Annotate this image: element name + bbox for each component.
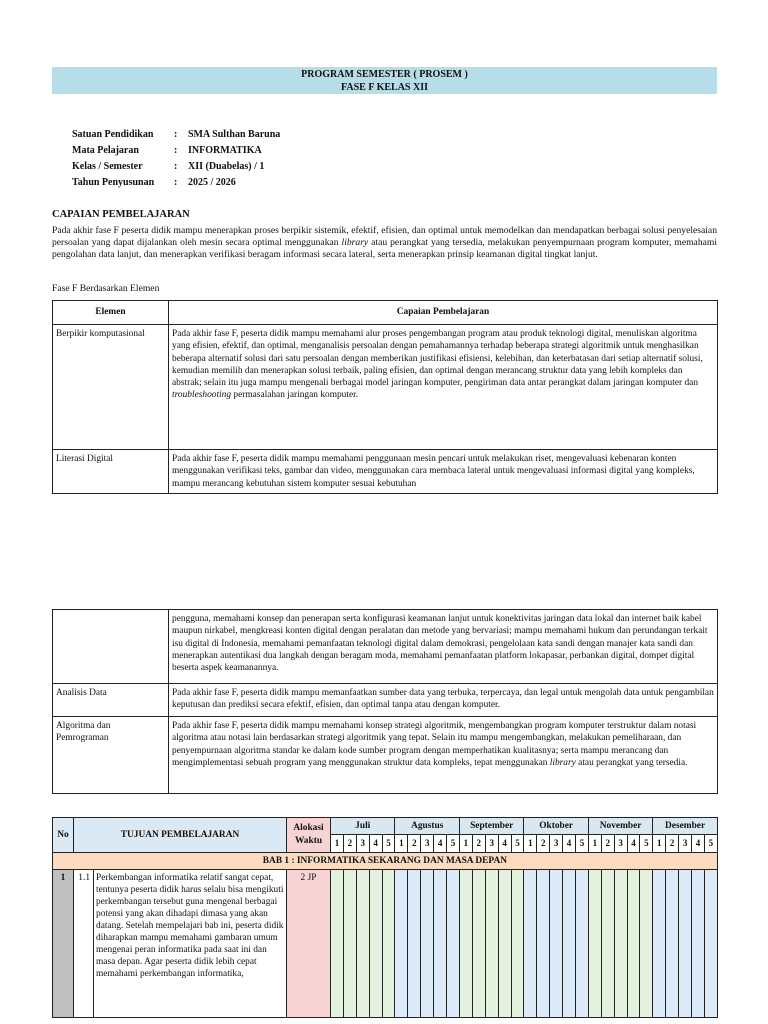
week-number: 4 [498, 835, 511, 853]
schedule-cell[interactable] [511, 870, 524, 1018]
identity-separator: : [174, 161, 178, 172]
elemen-desc: Pada akhir fase F, peserta didik mampu memanfaatkan sumber data yang terbuka, terpercaya, dan legal untuk mengolah data untuk pengambilan keputusan dan prediksi secara efektif, efisien, dan optimal tanpa atau dengan komputer. [169, 684, 718, 717]
identity-row [72, 160, 280, 176]
elemen-desc-italic: troubleshooting [172, 390, 232, 401]
week-number: 1 [331, 835, 344, 853]
prosem-table [52, 817, 718, 1018]
plan-row [53, 870, 718, 1018]
identity-separator: : [174, 145, 178, 156]
capaian-subtitle: Fase F Berdasarkan Elemen [52, 283, 160, 294]
week-number: 2 [601, 835, 614, 853]
week-number: 3 [550, 835, 563, 853]
header-title: PROGRAM SEMESTER ( PROSEM ) [301, 69, 468, 80]
week-number: 3 [356, 835, 369, 853]
col-capaian: Capaian Pembelajaran [169, 301, 718, 325]
col-elemen: Elemen [53, 301, 169, 325]
identity-block [72, 128, 280, 192]
elemen-desc: Pada akhir fase F, peserta didik mampu memahami penggunaan mesin pencari untuk melakukan riset, mengevaluasi kebenaran konten menggunakan verifikasi teks, gambar dan video, menggunakan cara membaca lateral untuk mengevaluasi informasi digital yang kompleks, mampu merancang kebutuhan sistem komputer sesuai kebutuhan [169, 450, 718, 494]
schedule-cell[interactable] [588, 870, 601, 1018]
schedule-cell[interactable] [679, 870, 692, 1018]
week-number: 2 [472, 835, 485, 853]
schedule-cell[interactable] [704, 870, 717, 1018]
elemen-desc-a: Pada akhir fase F, peserta didik mampu memahami konsep strategi algoritmik, mengembangkan program komputer terstruktur dalam notasi algoritma atau notasi lain berdasarkan strategi algoritmik yang tepat. Selain itu mampu mengembangkan, melakukan pemeliharaan, dan penyempurnaan algoritma standar ke dalam kode sumber program dengan memperhatikan kualitasnya; serta mampu merancang dan mengimplementasi sebuah program yang menggunakan struktur data kompleks, tepat menggunakan [172, 721, 697, 768]
identity-separator: : [174, 129, 178, 140]
week-number: 2 [666, 835, 679, 853]
week-number: 3 [679, 835, 692, 853]
week-number: 1 [524, 835, 537, 853]
elemen-desc: pengguna, memahami konsep dan penerapan serta konfigurasi keamanan lanjut untuk konektivitas jaringan data lokal dan internet baik kabel maupun nirkabel, mengkreasi konten digital dengan peralatan dan metode yang bervariasi; mampu memahami hukum dan perundangan terkait isu digital di Indonesia, memahami pemanfaatan teknologi digital dalam demokrasi, pengelolaan kata sandi dengan manajer kata sandi dan menerapkan autentikasi dua langkah dengan beragam moda, memahami pemanfaatan platform lokapasar, perbankan digital, dompet digital beserta aspek keamanannya. [169, 610, 718, 684]
schedule-cell[interactable] [563, 870, 576, 1018]
schedule-cell[interactable] [408, 870, 421, 1018]
schedule-cell[interactable] [614, 870, 627, 1018]
elemen-name-empty [53, 610, 169, 684]
week-number: 2 [537, 835, 550, 853]
schedule-cell[interactable] [550, 870, 563, 1018]
month-header: November [588, 818, 652, 835]
schedule-cell[interactable] [601, 870, 614, 1018]
week-number: 5 [640, 835, 653, 853]
bab-row [53, 853, 718, 870]
week-number: 4 [627, 835, 640, 853]
month-header: Agustus [395, 818, 459, 835]
capaian-text-b: atau perangkat yang tersedia, melakukan penyempurnaan program komputer, memahami pengolahan data lanjut, dan menerapkan verifikasi beragam informasi secara lateral, serta menerapkan prinsip keamanan digital tingkat lanjut. [52, 237, 717, 261]
week-number: 1 [459, 835, 472, 853]
month-header: Juli [331, 818, 395, 835]
week-number: 3 [485, 835, 498, 853]
schedule-cell[interactable] [537, 870, 550, 1018]
schedule-cell[interactable] [421, 870, 434, 1018]
elemen-table [52, 300, 718, 494]
identity-label: Kelas / Semester [72, 161, 143, 172]
schedule-cell[interactable] [369, 870, 382, 1018]
elemen-name: Analisis Data [53, 684, 169, 717]
identity-row [72, 144, 280, 160]
elemen-row [53, 325, 718, 450]
schedule-cell[interactable] [382, 870, 395, 1018]
identity-value: 2025 / 2026 [188, 177, 236, 188]
identity-row [72, 176, 280, 192]
row-number: 1 [53, 870, 74, 1018]
identity-label: Tahun Penyusunan [72, 177, 155, 188]
elemen-desc [169, 717, 718, 794]
schedule-cell[interactable] [575, 870, 588, 1018]
identity-row [72, 128, 280, 144]
elemen-row [53, 450, 718, 494]
col-tujuan: TUJUAN PEMBELAJARAN [74, 818, 287, 853]
schedule-cell[interactable] [485, 870, 498, 1018]
elemen-desc-b: atau perangkat yang tersedia. [575, 757, 688, 768]
week-number: 5 [575, 835, 588, 853]
elemen-name: Berpikir komputasional [53, 325, 169, 450]
week-number: 5 [447, 835, 460, 853]
schedule-cell[interactable] [627, 870, 640, 1018]
elemen-row [53, 684, 718, 717]
schedule-cell[interactable] [472, 870, 485, 1018]
week-number: 3 [421, 835, 434, 853]
plan-month-row [53, 818, 718, 835]
identity-value: INFORMATIKA [188, 145, 262, 156]
identity-value: SMA Sulthan Baruna [188, 129, 281, 140]
elemen-row [53, 610, 718, 684]
week-number: 5 [704, 835, 717, 853]
identity-separator: : [174, 177, 178, 188]
elemen-name: Algoritma dan Pemrograman [53, 717, 169, 794]
month-header: September [459, 818, 523, 835]
week-number: 1 [395, 835, 408, 853]
capaian-title: CAPAIAN PEMBELAJARAN [52, 209, 190, 220]
identity-label: Mata Pelajaran [72, 145, 139, 156]
schedule-cell[interactable] [640, 870, 653, 1018]
month-header: Desember [653, 818, 717, 835]
week-number: 1 [588, 835, 601, 853]
week-number: 4 [369, 835, 382, 853]
elemen-row [53, 717, 718, 794]
schedule-cell[interactable] [498, 870, 511, 1018]
identity-label: Satuan Pendidikan [72, 129, 154, 140]
identity-value: XII (Duabelas) / 1 [188, 161, 265, 172]
schedule-cell[interactable] [447, 870, 460, 1018]
week-number: 5 [511, 835, 524, 853]
week-number: 4 [692, 835, 705, 853]
schedule-cell[interactable] [692, 870, 705, 1018]
month-header: Oktober [524, 818, 588, 835]
week-number: 3 [614, 835, 627, 853]
elemen-desc-b: permasalahan jaringan komputer. [231, 390, 359, 401]
schedule-cell[interactable] [343, 870, 356, 1018]
schedule-cell[interactable] [666, 870, 679, 1018]
week-number: 2 [343, 835, 356, 853]
schedule-cell[interactable] [356, 870, 369, 1018]
elemen-name: Literasi Digital [53, 450, 169, 494]
schedule-cell[interactable] [331, 870, 344, 1018]
schedule-cell[interactable] [395, 870, 408, 1018]
elemen-desc [169, 325, 718, 450]
week-number: 4 [563, 835, 576, 853]
capaian-paragraph [52, 225, 717, 262]
row-alokasi: 2 JP [287, 870, 331, 1018]
schedule-cell[interactable] [459, 870, 472, 1018]
row-tujuan-text: Perkembangan informatika relatif sangat cepat, tentunya peserta didik harus selalu bisa mengikuti perkembangan tersebut guna mengenal berbagai potensi yang akan dihadapi dimasa yang akan datang. Setelah mempelajari bab ini, peserta didik diharapkan mampu memahami gambaran umum mengenai peran informatika pada saat ini dan masa depan. Agar peserta didik lebih cepat memahami perkembangan informatika, [94, 870, 287, 1018]
capaian-text-italic: library [341, 237, 369, 249]
week-number: 4 [434, 835, 447, 853]
col-alokasi: Alokasi Waktu [287, 818, 331, 853]
elemen-table-continued [52, 609, 718, 794]
capaian-text-a: Pada akhir fase F peserta didik mampu menerapkan proses berpikir sistemik, efektif, efisien, dan optimal untuk memodelkan dan mendapatkan berbagai solusi penyelesaian persoalan yang dapat dijalankan oleh mesin secara optimal menggunakan [52, 225, 717, 249]
col-no: No [53, 818, 74, 853]
elemen-desc-a: Pada akhir fase F, peserta didik mampu memahami alur proses pengembangan program atau produk teknologi digital, menuliskan algoritma yang efisien, efektif, dan optimal, menganalisis persoalan dengan pemahamannya terhadap beberapa strategi algoritmik untuk menghasilkan beberapa alternatif solusi dari satu persoalan dengan memberikan justifikasi efisiensi, kelebihan, dan keterbatasan dari setiap alternatif solusi, kemudian memilih dan menerapkan solusi terbaik, paling efisien, dan optimal dengan merancang struktur data yang lebih kompleks dan abstrak; selain itu juga mampu mengenali berbagai model jaringan komputer, pengiriman data antar perangkat dalam jaringan komputer dan [172, 329, 703, 389]
row-sub-number: 1.1 [74, 870, 94, 1018]
week-number: 2 [408, 835, 421, 853]
bab-title: BAB 1 : INFORMATIKA SEKARANG DAN MASA DEPAN [53, 853, 718, 870]
document-header [52, 67, 717, 94]
header-subtitle: FASE F KELAS XII [341, 82, 428, 93]
elemen-desc-italic: library [549, 757, 576, 768]
week-number: 5 [382, 835, 395, 853]
week-number: 1 [653, 835, 666, 853]
schedule-cell[interactable] [524, 870, 537, 1018]
schedule-cell[interactable] [434, 870, 447, 1018]
elemen-header-row [53, 301, 718, 325]
schedule-cell[interactable] [653, 870, 666, 1018]
